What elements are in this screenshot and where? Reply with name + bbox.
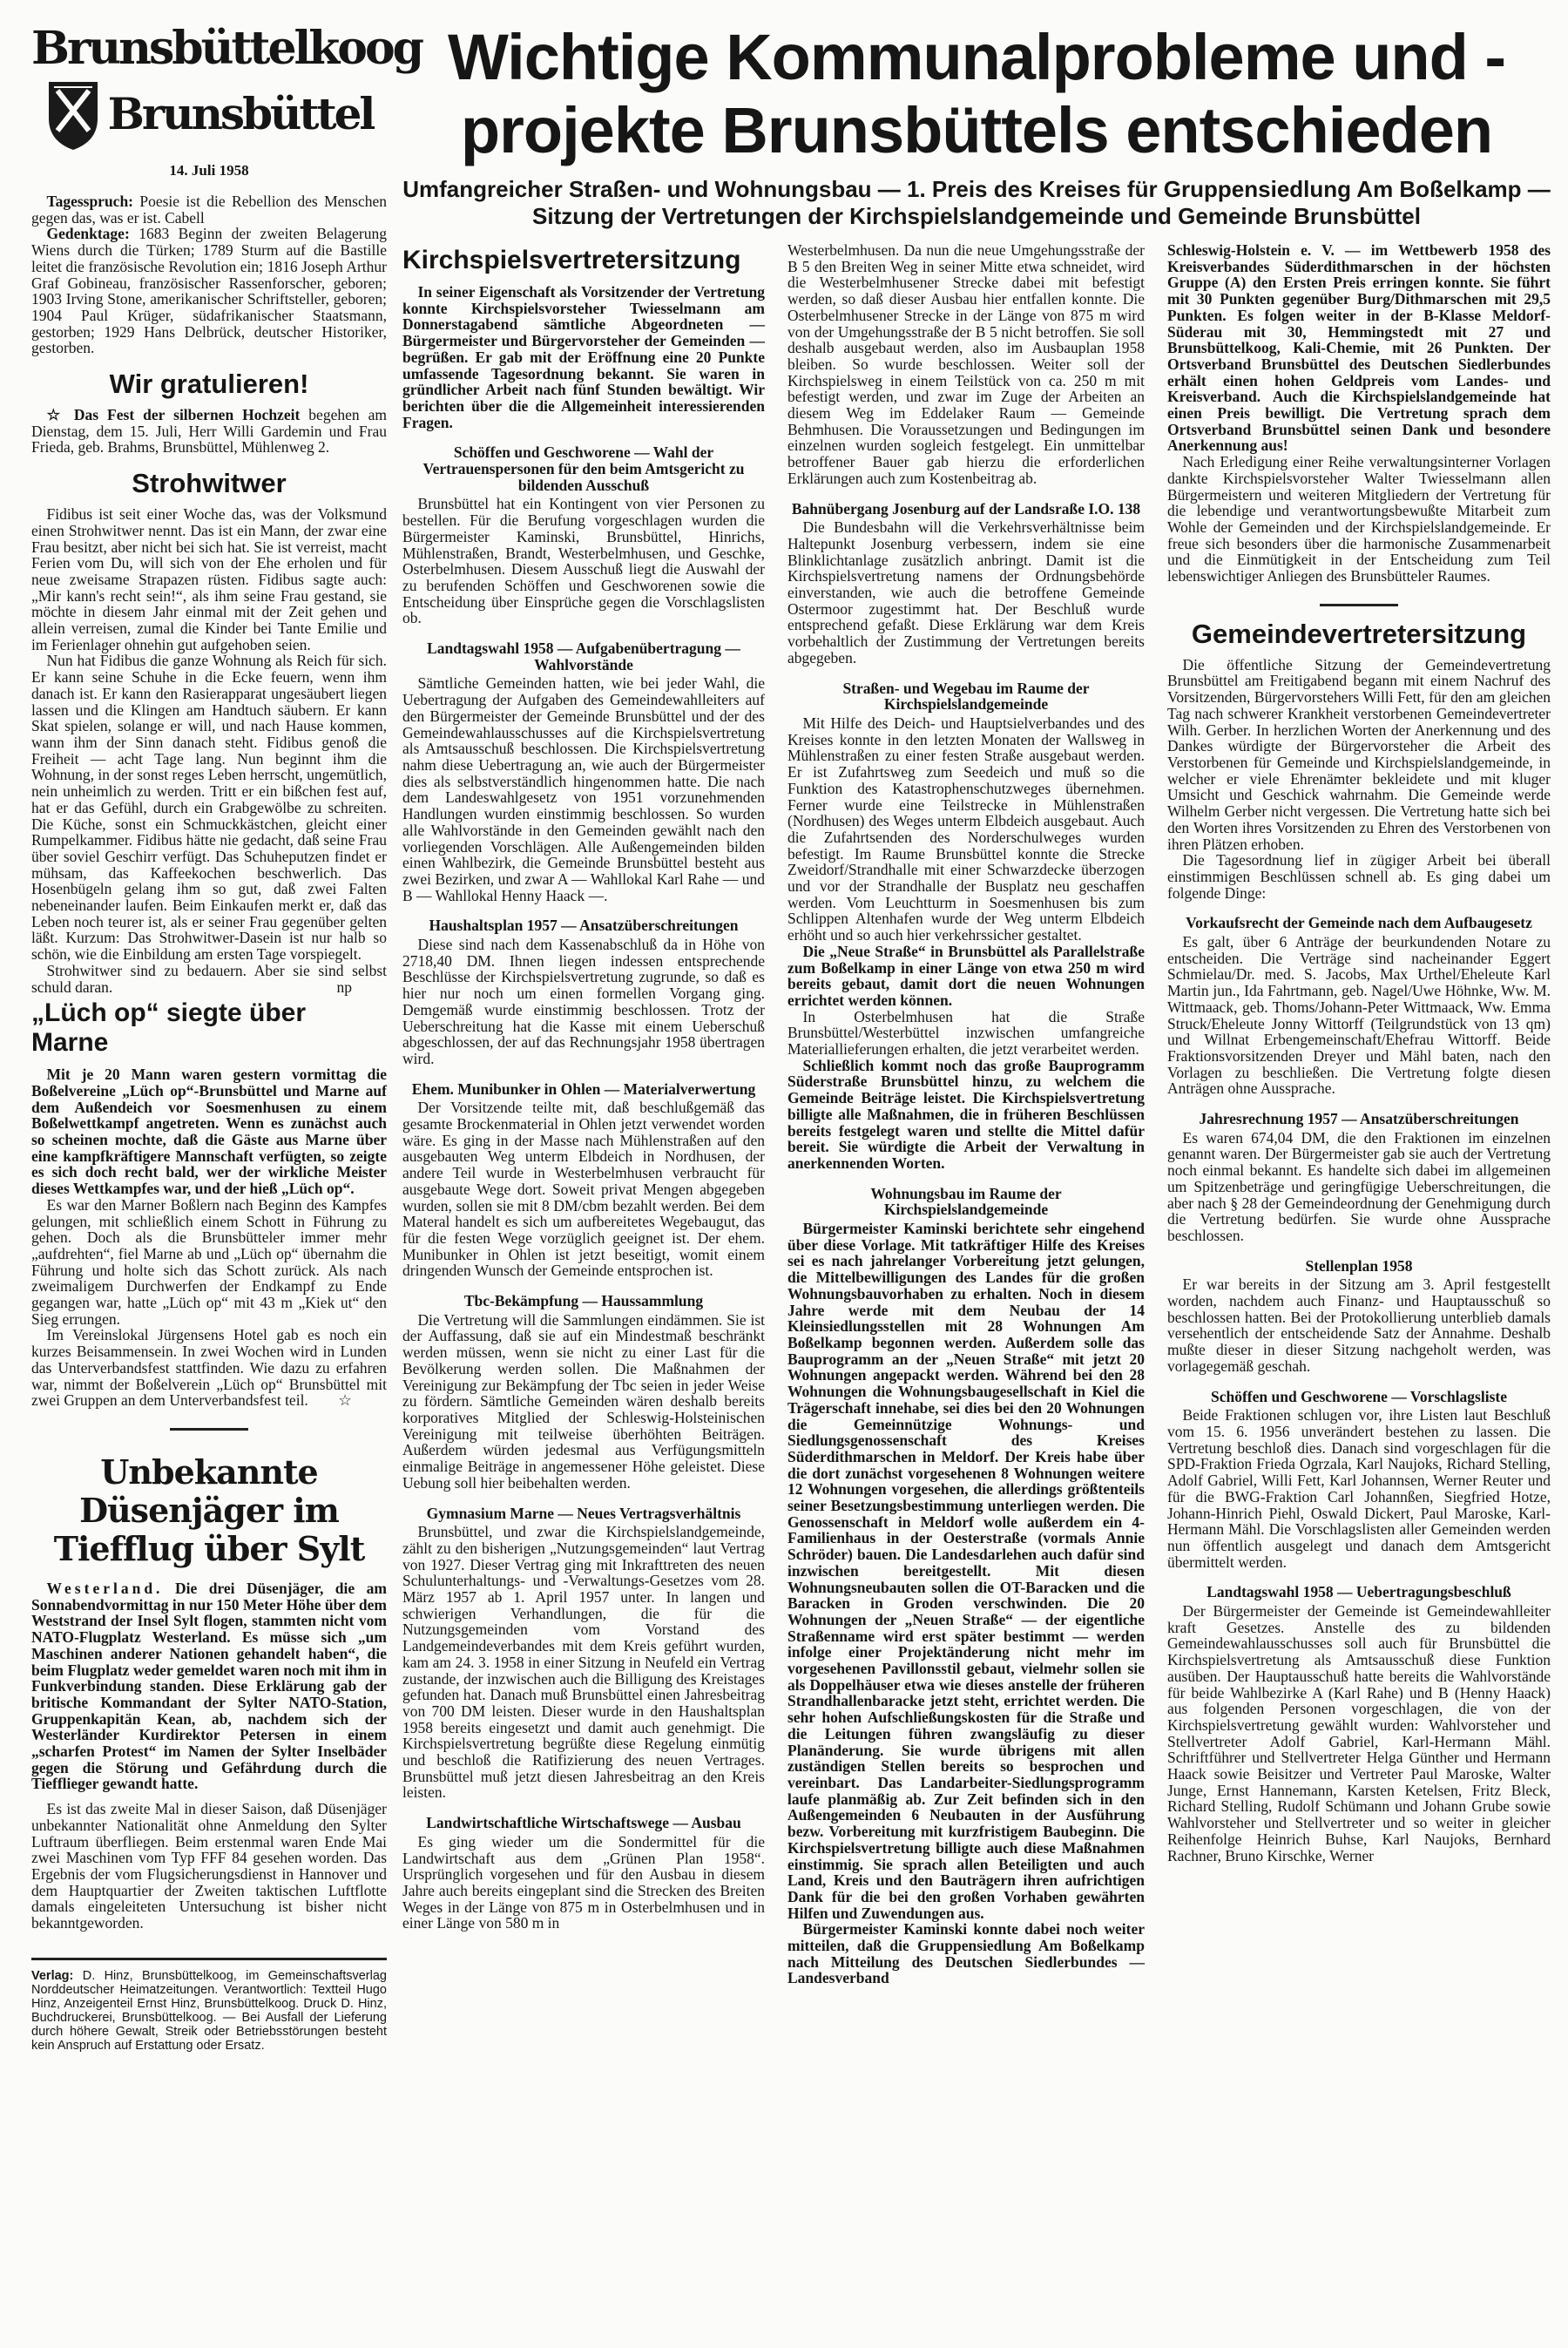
subheading bbox=[402, 1506, 765, 1522]
bold-paragraph bbox=[787, 1221, 1145, 1921]
block-text: Beide Fraktionen schlugen vor, ihre Listen laut Beschluß vom 15. 6. 1956 unverändert bestehen zu lassen. Die Vertretung beschloß dies. Danach sind vorgeschlagen für die SPD-Fraktion Frieda Ogrzala, Karl Naujoks, Richard Stelling, Adolf Gabriel, Willi Fett, Karl Johannsen, Werner Reuter und für die BWG-Fraktion Carl Johannßen, Siegfried Hotze, Johann-Hinrich Piehl, Oswald Dickert, Paul Maroske, Karl-Hermann Mähl. Die Vorschlagslisten aller Gemeinden werden nun öffentlich ausgelegt und danach dem Amtsgericht übermittelt werden. bbox=[1167, 1406, 1551, 1571]
block-text: Strohwitwer bbox=[132, 468, 287, 499]
paragraph bbox=[1167, 1276, 1551, 1374]
paragraph bbox=[1167, 1603, 1551, 1864]
section-heading bbox=[31, 369, 387, 400]
bold-paragraph bbox=[402, 284, 765, 430]
subheading bbox=[1167, 915, 1551, 931]
paragraph bbox=[402, 675, 765, 903]
block-text: Im Vereinslokal Jürgensens Hotel gab es noch ein kurzes Beisammensein. In zwei Wochen wird in Lunden das Unterverbandsfest stattfinden. Wie dazu zu erfahren war, nimmt der Boßelverein „Lüch op“ Brunsbüttel mit zwei Gruppen an dem Unterverbandsfest teil. bbox=[31, 1326, 387, 1410]
block-text: Stellenplan 1958 bbox=[1305, 1256, 1413, 1275]
block-text: Es war den Marner Boßlern nach Beginn des Kampfes gelungen, mit schließlich einem Schott in Führung zu gehen. Doch als die Brunsbütteler immer mehr „aufdrehten“, fiel Marne ab und „Lüch op“ übernahm die Führung und holte sich das Schott zurück. Als nach zweimaligem Durchwerfen der Endkampf zu Ende gegangen war, hatte „Lüch op“ mit 43 m „Kiek ut“ den Sieg errungen. bbox=[31, 1195, 387, 1328]
block-text: Wir gratulieren! bbox=[109, 369, 309, 400]
block-text: 1683 Beginn der zweiten Belagerung Wiens durch die Türken; 1789 Sturm auf die Bastille leitet die französische Revolution ein; 1816 Joseph Arthur Graf Gobineau, französischer Rassenforscher, geboren; 1903 Irving Stone, amerikanischer Schriftsteller, geboren; 1904 Paul Krüger, südafrikanischer Staatsmann, gestorben; 1929 Hans Delbrück, deutscher Historiker, gestorben. bbox=[31, 225, 387, 357]
block-text: Die drei Düsenjäger, die am Sonnabendvormittag in nur 150 Meter Höhe über dem Weststrand der Insel Sylt flogen, stammten nicht vom NATO-Flugplatz Westerland. Es müsse sich „um Maschinen anderer Nationen gehandelt haben“, die beim Flugplatz weder gemeldet waren noch mit ihm in Funkverbindung standen. Diese Erklärung gab der britische Kommandant der Sylter NATO-Station, Gruppenkapitän Kean, ab, nachdem sich der Westerländer Kurdirektor Petersen in einem „scharfen Protest“ im Namen der Sylter Inselbäder gegen die Störung und Gefährdung durch die Tiefflieger gewandt hatte. bbox=[31, 1580, 387, 1793]
section-heading bbox=[402, 246, 765, 275]
block-text: Mit je 20 Mann waren gestern vormittag die Boßelvereine „Lüch op“-Brunsbüttel und Marne auf dem Außendeich vor Soesmenhusen zu einem Boßelwettkampf angetreten. Wenn es zunächst auch so scheinen mochte, daß die Gäste aus Marne über eine kampfkräftigere Mannschaft verfügten, so zeigte es sich doch recht bald, wer der wirkliche Meister dieses Wettkampfes war, und der hieß „Lüch op“. bbox=[31, 1066, 387, 1198]
block-text: Kirchspielsvertretersitzung bbox=[402, 246, 741, 274]
publisher-imprint bbox=[31, 1969, 387, 2053]
subheading bbox=[402, 1081, 765, 1098]
paragraph bbox=[402, 496, 765, 626]
block-text: Die Vertretung will die Sammlungen eindämmen. Sie ist der Auffassung, daß sie auf ein Mindestmaß beschränkt werden müssen, wenn sie nicht zu einer Last für die Bevölkerung werden sollen. Die Maßnahmen der Vereinigung zur Bekämpfung der Tbc seien in jeder Weise zu fördern. Sämtliche Gemeinden wären deshalb bereits korporatives Mitglied der Schleswig-Holsteinischen Vereinigung mit teilweise überhöhten Beiträgen. Außerdem würden jedesmal aus Verfügungsmitteln einmalige Beiträge in angemessener Höhe geleistet. Diese Uebung soll hier beibehalten werden. bbox=[402, 1310, 765, 1492]
block-text: Die öffentliche Sitzung der Gemeindevertretung Brunsbüttel am Freitigabend begann mit einem Nachruf des Vorsitzenden, Bürgervorstehers Willi Fett, für den am gleichen Tag nach schwerer Krankheit verstorbenen Gemeindevertreter Wilh. Gerber. In herzlichen Worten der Anerkennung und des Dankes würdigte der Bürgervorsteher die Arbeit des Verstorbenen für Gemeinde und Kirchspielslandgemeinde, in welcher er viele Ehrenämter bekleidete und mit kluger Umsicht und Geschick wahrnahm. Die Gemeinde werde Wilhelm Gerber nicht vergessen. Die Vertretung hatte sich bei den Worten ihres Vorsitzenden zu Ehren des Verstorbenen von ihren Plätzen erhoben. bbox=[1167, 655, 1551, 853]
block-text: Die „Neue Straße“ in Brunsbüttel als Parallelstraße zum Boßelkamp in einer Länge von etwa 250 m wird bereits gebaut, damit dort die neuen Wohnungen errichtet werden können. bbox=[787, 942, 1145, 1009]
block-text: Mit Hilfe des Deich- und Hauptsielverbandes und des Kreises konnte in den letzten Monaten der Wallsweg in Mühlenstraßen zu einer festen Straße ausgebaut werden. Er ist Zufahrtsweg zum Seedeich und muß so die Funktion des Katastrophenschutzweges übernehmen. Ferner wurde eine Teilstrecke in Mühlenstraßen (Nordhusen) des Weges unterm Elbdeich ausgebaut. Auch die Zufahrtsenden des Norderschulweges wurden befestigt. Im Raume Brunsbüttel konnte die Strecke Zweidorf/Strandhalle mit einer Schwarzdecke überzogen und vor der Strandhalle der Busplatz neu geschaffen werden. Vom Leuchtturm in Soesmenhusen bis zum Schlippen Altenhafen wurde der Weg unterm Elbdeich erhöht und so auch hier verkehrssicher gestaltet. bbox=[787, 714, 1145, 944]
block-text: Er war bereits in der Sitzung am 3. April festgestellt worden, nachdem auch Finanz- und Hauptausschuß so beschlossen hatten. Bei der Protokollierung unterblieb damals versehentlich der entscheidende Satz der Annahme. Deshalb mußte dieser in dieser Sitzung nachgeholt werden, was vorlagegemäß geschah. bbox=[1167, 1275, 1551, 1375]
bold-paragraph bbox=[787, 1921, 1145, 1986]
block-text: Vorkaufsrecht der Gemeinde nach dem Aufbaugesetz bbox=[1186, 914, 1532, 932]
bold-paragraph bbox=[787, 1058, 1145, 1172]
issue-date: 14. Juli 1958 bbox=[169, 162, 249, 179]
block-text: In seiner Eigenschaft als Vorsitzender der Vertretung konnte Kirchspielsvorsteher Twiesselmann am Donnerstagabend sämtliche Abgeordneten — Bürgermeister und Bürgervorsteher der Gemeinden — begrüßen. Er gab mit der Eröffnung eine 20 Punkte umfassende Tagesordnung bekannt. Sie waren in gründlicher Arbeit nach fünf Stunden bewältigt. Wir berichten über die die Allgemeinheit interessierenden Fragen. bbox=[402, 283, 765, 431]
section-heading bbox=[1167, 619, 1551, 650]
lead-in: Tagesspruch: bbox=[46, 193, 134, 210]
block-text: Diese sind nach dem Kassenabschluß da in Höhe von 2718,40 DM. Ihnen liegen indessen entsprechende Beschlüsse der Kirchspielsvertretung zugrunde, so daß es hier nur noch um einen formellen Vorgang ging. Demgemäß wurde einstimmig beschlossen. Trotz der Ueberschreitung hat die Kasse mit einem Ueberschuß abgeschlossen, der auf das Rechnungsjahr 1958 übertragen wird. bbox=[402, 936, 765, 1067]
block-text: Schleswig-Holstein e. V. — im Wettbewerb 1958 des Kreisverbandes Süderdithmarschen in der höchsten Gruppe (A) den Ersten Preis erringen konnte. Sie führt mit 30 Punkten gegenüber Burg/Dithmarschen mit 29,5 Punkten. Es folgen weiter in der B-Klasse Meldorf-Süderau mit 30, Hemmingstedt mit 27 und Brunsbüttelkoog, Kali-Chemie, mit 26 Punkten. Der Ortsverband Brunsbüttel des Deutschen Siedlerbundes erhält einen hohen Geldpreis vom Landes- und Kreisverband. Auch die Kirchspielslandgemeinde hat einen Preis bewilligt. Die Vertretung sprach dem Ortsverband Brunsbüttel seinen Dank und besondere Anerkennung aus! bbox=[1167, 241, 1551, 455]
block-text: Wohnungsbau im Raume der Kirchspielslandgemeinde bbox=[870, 1184, 1062, 1219]
column-2 bbox=[402, 242, 765, 1932]
subheading bbox=[1167, 1584, 1551, 1600]
author-signature: ☆ bbox=[338, 1391, 352, 1410]
block-text: Bürgermeister Kaminski konnte dabei noch weiter mitteilen, daß die Gruppensiedlung Am Boßelkamp nach Mitteilung des Deutschen Siedlerbundes — Landesverband bbox=[787, 1920, 1145, 1987]
block-text: Bürgermeister Kaminski berichtete sehr eingehend über diese Vorlage. Mit tatkräftiger Hilfe des Kreises sei es nach jahrelanger Vorbereitung jetzt gelungen, die Mittelbewilligungen des Landes für die großen Wohnungsbauvorhaben zu erhalten. Noch in diesem Jahre werde mit dem Neubau der 14 Kleinsiedlungsstellen mit 28 Wohnungen Am Boßelkamp begonnen werden. Außerdem solle das Bauprogramm an der „Neuen Straße“ mit jetzt 20 Wohnungen angepackt werden. Während bei den 28 Wohnungen die Wohnungsbaugesellschaft in Kiel die Trägerschaft innehabe, sei dies bei den 20 Wohnungen die Gemeinnützige Wohnungs- und Siedlungsgenossenschaft des Kreises Süderdithmarschen in Meldorf. Der Kreis habe über die dort zunächst vorgesehenen 8 Wohnungen weitere 12 Wohnungen vorgesehen, die allerdings größtenteils seiner Besetzungsbestimmung unterliegen werden. Die Genossenschaft in Meldorf wolle außerdem ein 4-Familienhaus in der Oesterstraße (vormals Annie Schröder) bauen. Die Landesdarlehen auch dafür sind inzwischen bereitgestellt. Mit diesen Wohnungsneubauten sollen die OT-Baracken und die Baracken in Groden verschwinden. Die 20 Wohnungen der „Neuen Straße“ — der eigentliche Straßenname wird erst später bestimmt — werden infolge einer Projektänderung nicht mehr im vorgesehenen Pavillonsstil gebaut, vielmehr sollen sie als Doppelhäuser etwa wie dieses anstelle der früheren Strandhallenbaracke jetzt steht, errichtet werden. Die sehr hohen Aufschließungskosten für die Straße und die Leitungen führen zwangsläufig zu dieser Planänderung. Sie wurde übrigens mit allen zuständigen Stellen bereits so besprochen und vereinbart. Das Landarbeiter-Siedlungsprogramm laufe planmäßig ab. Zur Zeit befinden sich in den Außengemeinden 6 Neubauten in der Ausführung bezw. Vorbereitung mit kurzfristigem Baubeginn. Die Kirchspielsvertretung billigte auch diese Maßnahmen einstimmig. Sie sprach allen Beteiligten und auch Land, Kreis und den Bauträgern ihren aufrichtigen Dank für die bei den großen Vorhaben gewährten Hilfen und Zuwendungen aus. bbox=[787, 1220, 1145, 1922]
block-text: Bahnübergang Josenburg auf der Landsraße I.O. 138 bbox=[791, 499, 1141, 518]
divider bbox=[31, 1958, 387, 1960]
paragraph bbox=[402, 1524, 765, 1801]
masthead-row bbox=[31, 77, 387, 152]
block-text: Sämtliche Gemeinden hatten, wie bei jeder Wahl, die Uebertragung der Aufgaben des Gemeindewahlleiters auf den Bürgermeister der Gemeinde Brunsbüttel und der des Gemeindewahlausschusses auf die Kirchspielsvertretung als Amtsausschuß beschlossen. Die Kirchspielsvertretung nahm diese Uebertragung an, wie auch der Bürgermeister dies als selbstverständlich hingenommen hatte. Die nach dem Landeswahlgesetz von 1951 vorzunehmenden Handlungen wurden einstimmig beschlossen. So wurden alle Wahlvorstände in den Gemeinden gewählt nach den vorliegenden Vorschlägen. Alle Außengemeinden bilden einen Wahlbezirk, die Gemeinde Brunsbüttel besteht aus zwei Bezirken, und zwar A — Wahllokal Karl Rahe — und B — Wahllokal Henny Haack —. bbox=[402, 674, 765, 904]
left-column-area bbox=[31, 21, 422, 2053]
block-text: Ehem. Munibunker in Ohlen — Materialverwertung bbox=[411, 1079, 756, 1098]
paragraph bbox=[31, 193, 387, 226]
main-headline: Wichtige Kommunalprobleme und -projekte Brunsbüttels entschieden bbox=[447, 21, 1506, 166]
column-4 bbox=[1167, 242, 1551, 1864]
subheading bbox=[402, 917, 765, 934]
subheading bbox=[1167, 1258, 1551, 1275]
lead-in: ☆ Das Fest der silbernen Hochzeit bbox=[46, 406, 301, 424]
lead-in: Westerland. bbox=[46, 1580, 164, 1597]
block-text: Brunsbüttel hat ein Kontingent von vier Personen zu bestellen. Für die Berufung vorgeschlagen wurden die Bürgermeister Kaminski, Brunsbüttel, Hinrichs, Mühlenstraßen, Brandt, Westerbelmhusen, und Geschke, Osterbelmhusen. Diesem Ausschuß liegt die Auswahl der zu berufenden Schöffen und Geschworenen sowie die Entscheidung über Einsprüche gegen die Vorschlagslisten ob. bbox=[402, 495, 765, 627]
subheading bbox=[1167, 1111, 1551, 1127]
block-text: Der Vorsitzende teilte mit, daß beschlußgemäß das gesamte Brockenmaterial in Ohlen jetzt verwendet worden wäre. Es ging in der Masse nach Mühlenstraßen auf den ausgebauten Weg unterm Elbdeich in Nordhusen, der andere Teil wurde in Westerbelmhusen verbraucht für ausgebaute Wege dort. Soweit privat Mengen abgegeben wurden, sollen sie mit 8 DM/cbm bezahlt werden. Bei dem Materal handelt es sich um aufbereitetes Wegebaugut, das für die festen Wege vorzüglich geeignet ist. Der ehem. Munibunker in Ohlen ist jetzt beseitigt, womit einem dringenden Wunsch der Gemeinde entsprochen ist. bbox=[402, 1099, 765, 1280]
paragraph bbox=[787, 1009, 1145, 1058]
masthead-title-brunsbuettelkoog: Brunsbüttelkoog bbox=[31, 22, 422, 75]
paragraph bbox=[31, 407, 387, 456]
paragraph bbox=[31, 653, 387, 962]
block-text: Schöffen und Geschworene — Vorschlagsliste bbox=[1211, 1387, 1507, 1405]
paragraph bbox=[1167, 657, 1551, 852]
paragraph bbox=[1167, 1130, 1551, 1244]
block-text: Es waren 674,04 DM, die den Fraktionen im einzelnen genannt waren. Der Bürgermeister gab sie auch der Vertretung noch einmal bekannt. Es handelte sich dabei im allgemeinen um Spitzenbeträge und geringfügige Ueberschreitungen, die aber nach § 28 der Gemeindeordnung der Genehmigung durch die Vertretung bedürfen. Sie wurde ohne Aussprache beschlossen. bbox=[1167, 1128, 1551, 1244]
author-signature: np bbox=[336, 978, 352, 996]
paragraph bbox=[787, 519, 1145, 666]
block-text: Tbc-Bekämpfung — Haussammlung bbox=[463, 1292, 704, 1310]
subheading bbox=[787, 1186, 1145, 1218]
paragraph bbox=[31, 1197, 387, 1328]
block-text: Haushaltsplan 1957 — Ansatzüberschreitungen bbox=[429, 917, 739, 935]
divider bbox=[170, 1428, 248, 1431]
subheading bbox=[402, 1293, 765, 1309]
paragraph bbox=[31, 1801, 387, 1932]
block-text: Die Tagesordnung lief in zügiger Arbeit bei überall einstimmigen Beschlüssen schnell ab. Es ging dabei um folgende Dinge: bbox=[1167, 851, 1551, 902]
paragraph bbox=[31, 963, 387, 995]
paragraph bbox=[31, 1327, 387, 1409]
lead-in: Gedenktage: bbox=[46, 225, 130, 243]
divider bbox=[1320, 604, 1398, 606]
block-text: Straßen- und Wegebau im Raume der Kirchspielslandgemeinde bbox=[842, 679, 1090, 714]
block-text: Jahresrechnung 1957 — Ansatzüberschreitungen bbox=[1199, 1110, 1519, 1128]
block-text: Unbekannte Düsenjäger im Tiefflug über Sylt bbox=[53, 1452, 365, 1568]
block-text: Es ging wieder um die Sondermittel für die Landwirtschaft aus dem „Grünen Plan 1958“. Ursprünglich vorgesehen und für den Ausbau in diesem Jahre auch bereits eingeplant sind die Strecken des Breiten Weges in der Länge von 875 m in Osterbelmhusen und in einer Länge von 580 m in bbox=[402, 1832, 765, 1932]
paragraph bbox=[402, 1312, 765, 1492]
article-headline bbox=[31, 1453, 387, 1568]
paragraph bbox=[1167, 454, 1551, 585]
bold-paragraph bbox=[31, 1066, 387, 1197]
block-text: Landtagswahl 1958 — Aufgabenübertragung — Wahlvorstände bbox=[427, 639, 740, 673]
subheading bbox=[1167, 1389, 1551, 1405]
coat-of-arms-icon bbox=[45, 77, 101, 152]
block-text: D. Hinz, Brunsbüttelkoog, im Gemeinschaftsverlag Norddeutscher Heimatzeitungen. Verantwortlich: Textteil Hugo Hinz, Anzeigenteil Ernst Hinz, Brunsbüttelkoog. Druck D. Hinz, Buchdruckerei, Brunsbüttelkoog. — Bei Ausfall der Lieferung durch höhere Gewalt, Streik oder Betriebsstörungen besteht kein Anspruch auf Erstattung oder Ersatz. bbox=[31, 1968, 387, 2053]
block-text: In Osterbelmhusen hat die Straße Brunsbüttel/Westerbüttel inzwischen umfangreiche Materiallieferungen erhalten, die jetzt verarbeitet werden. bbox=[787, 1007, 1145, 1059]
paragraph bbox=[402, 1100, 765, 1279]
block-text: Nun hat Fidibus die ganze Wohnung als Reich für sich. Er kann seine Schuhe in die Ecke feuern, wenn ihm danach ist. Er kann den Rasierapparat ungesäubert liegen lassen und die Klingen am Handtuch säubern. Er kann Skat spielen, solange er will, und nach Hause kommen, wann ihm der Sinn danach steht. Fidibus genoß die Freiheit — acht Tage lang. Nun beginnt ihm die Wohnung, in der sonst reges Leben herrscht, ungemütlich, nein unheimlich zu werden. Tritt er ein bißchen fest auf, hat er das Gefühl, durch ein Grabgewölbe zu schreiten. Die Küche, sonst ein Schmuckkästchen, gleicht einer Rumpelkammer. Fidibus hätte nie gedacht, daß seine Frau über soviel Geschirr verfügt. Das Schuheputzen findet er mühsam, das Kaffeekochen beschwerlich. Das Hosenbügeln gelang ihm so gut, daß zwei Falten nebeneinander laufen. Beim Einkaufen merkt er, daß das Leben noch teurer ist, als er seiner Frau gegenüber gelten läßt. Kurzum: Das Strohwitwer-Dasein ist nur halb so schön, wie die Einbildung am ersten Tage vorspiegelt. bbox=[31, 652, 387, 964]
masthead-title-brunsbuettel: Brunsbüttel bbox=[107, 88, 374, 139]
headline-subtitle: Umfangreicher Straßen- und Wohnungsbau — 1. Preis des Kreises für Gruppensiedlung Am Boßelkamp — Sitzung der Vertretungen der Kirchspielslandgemeinde und Gemeinde Brunsbüttel bbox=[402, 176, 1551, 229]
block-text: Westerbelmhusen. Da nun die neue Umgehungsstraße der B 5 den Breiten Weg in seiner Mitte etwa schneidet, wird die Westerbelmhusener Strecke dabei mit befestigt werden, so daß dieser Ausbau hier entfallen konnte. Die Osterbelmhusener Strecke in der Länge von 875 m wird von der Umgehungsstraße der B 5 nicht betroffen. Sie soll deshalb ausgebaut werden, also im Ausbauplan 1958 bleiben. So wurde beschlossen. Weiter soll der Kirchspielsweg in einem Teilstück von ca. 250 m mit befestigt werden, und zwar im Zuge der Arbeiten an diesem Weg im Eddelaker Raum — Gemeinde Behmhusen. Die Voraussetzungen und Bedingungen im einzelnen wurden sogleich festgelegt. Ein unmittelbar betroffener Bauer gab hierzu die erforderlichen Erklärungen auch zum Kostenbeitrag ab. bbox=[787, 241, 1145, 487]
story-columns bbox=[402, 242, 1551, 1986]
block-text: Brunsbüttel, und zwar die Kirchspielslandgemeinde, zählt zu den bisherigen „Nutzungsgemeinden“ laut Vertrag von 1927. Dieser Vertrag ging mit Inkrafttreten des neuen Schulunterhaltungs- und -Verwaltungs-Gesetzes vom 28. März 1957 ab 1. April 1957 unter. In langen und schwierigen Verhandlungen, die für die Nutzungsgemeinden vom Vorstand des Landgemeindeverbandes mit dem Kreis geführt wurden, kam am 24. 3. 1958 in einer Sitzung in Neufeld ein Vertrag zustande, der inzwischen auch die Billigung des Kreistages gefunden hat. Danach muß Brunsbüttel einen Jahresbeitrag von 700 DM leisten. Dieser wurde in den Haushaltsplan 1958 bereits eingesetzt und damit auch genehmigt. Die Kirchspielsvertretung begrüßte diese Regelung einmütig und beschloß die Ratifizierung des neuen Vertrages. Brunsbüttel muß jetzt diesen Jahresbeitrag an den Kreis leisten. bbox=[402, 1523, 765, 1802]
paragraph bbox=[31, 226, 387, 356]
block-text: Nach Erledigung einer Reihe verwaltungsinterner Vorlagen dankte Kirchspielsvorsteher Walter Twiesselmann allen Bürgermeistern und weiteren Mitgliedern der Vertretung für die lebendige und verantwortungsbewußte Mitarbeit zum Wohle der Gemeinden und der Kirchspielslandgemeinde. Er freue sich besonders über die harmonische Zusammenarbeit und die Einmütigkeit in der Entscheidung zum Teil lebenswichtiger Anliegen des Brunsbütteler Raumes. bbox=[1167, 453, 1551, 585]
block-text: Schließlich kommt noch das große Bauprogramm Süderstraße Brunsbüttel hinzu, zu welchem die Gemeinde Beiträge leistet. Die Kirchspielsvertretung billigte alle Maßnahmen, die in früheren Beschlüssen bereits festgelegt waren und stellte die Mittel dafür bereit. Sie würdigte die Arbeit der Verwaltung in anerkennenden Worten. bbox=[787, 1056, 1145, 1172]
subheading bbox=[402, 640, 765, 673]
block-text: Es galt, über 6 Anträge der beurkundenden Notare zu entscheiden. Die Verträge sind nacheinander Eggert Schmielau/Dr. med. S. Jacobs, Max Urthel/Eheleute Karl Martin jun., Ida Fahrtmann, geb. Nagel/Uwe Höhnke, Ww. M. Wittmaack, geb. Thoms/Johann-Peter Wittmaack, Ww. Emma Struck/Eheleute Jonny Wittorff (Teilgrundstück von 13 qm) und Willnat Erbengemeinschaft/Ehefrau Wittorff. Beide Fraktionsvorsitzenden Dreyer und Mähl baten, nach den Vorlagen zu beschließen. Die Vertretung folgte diesen Anträgen ohne Aussprache. bbox=[1167, 933, 1551, 1098]
block-text: Gemeindevertretersitzung bbox=[1191, 618, 1527, 649]
paragraph bbox=[1167, 852, 1551, 901]
bold-paragraph bbox=[1167, 242, 1551, 454]
bold-paragraph bbox=[31, 1580, 387, 1792]
subheading bbox=[402, 444, 765, 493]
block-text: Fidibus ist seit einer Woche das, was der Volksmund einen Strohwitwer nennt. Das ist ein Mann, der zwar eine Frau besitzt, aber nicht bei sich hat. Sie ist verreist, macht Ferien vom Du, will sich von der Ehe erholen und für neue zweisame Strapazen rüsten. Fidibus sagte auch: „Mir kann's recht sein!“, als ihm seine Frau gestand, sie möchte in diesem Jahr einmal mit der Zeit gehen und allein verreisen, zumal die Kinder bei Tante Emilie und im Ferienlager ohnehin gut aufgehoben seien. bbox=[31, 505, 387, 653]
block-text: Gymnasium Marne — Neues Vertragsverhältnis bbox=[426, 1504, 741, 1522]
block-text: Strohwitwer sind zu bedauern. Aber sie sind selbst schuld daran. bbox=[31, 961, 387, 996]
column-1 bbox=[31, 162, 387, 2053]
block-text: „Lüch op“ siegte über Marne bbox=[31, 998, 307, 1058]
subheading bbox=[787, 501, 1145, 518]
block-text: Landtagswahl 1958 — Uebertragungsbeschluß bbox=[1206, 1583, 1511, 1601]
block-text: Der Bürgermeister der Gemeinde ist Gemeindewahlleiter kraft Gesetzes. Anstelle des zu bildenden Gemeindewahlausschusses soll auch für Brunsbüttel die Kirchspielsvertretung als Amtsausschuß diese Funktion ausüben. Der Hauptausschuß hatte bereits die Wahlvorstände für beide Wahlbezirke A (Karl Rahe) und B (Henny Haack) aus folgenden Personen vorgeschlagen, die von der Kirchspielsvertretung gewählt wurden: Wahlvorsteher und Stellvertreter Adolf Gabriel, Karl-Hermann Mähl. Schriftführer und Stellvertreter Helga Günther und Hermann Haack sowie Beisitzer und Vertreter Paul Maroske, Walter Junge, Ernst Hannemann, Karsten Ketelsen, Fritz Bleck, Richard Stelling, Rudolf Schümann und Johann Grube sowie Wahlvorsteher und Stellvertreter und so weiter in gleicher Reihenfolge Heinrich Buhse, Karl Naujoks, Bernhard Rachner, Bruno Kirschke, Werner bbox=[1167, 1602, 1551, 1864]
block-text: Poesie ist die Rebellion des Menschen gegen das, was er ist. Cabell bbox=[31, 193, 388, 227]
lead-in: Verlag: bbox=[31, 1968, 74, 1983]
block-text: Schöffen und Geschworene — Wahl der Vertrauenspersonen für den beim Amtsgericht zu bildenden Ausschuß bbox=[422, 443, 745, 494]
block-text: Landwirtschaftliche Wirtschaftswege — Ausbau bbox=[426, 1814, 741, 1832]
paragraph bbox=[787, 715, 1145, 944]
paragraph bbox=[1167, 934, 1551, 1097]
paragraph bbox=[402, 937, 765, 1067]
block-text: Die Bundesbahn will die Verkehrsverhältnisse beim Haltepunkt Josenburg verbessern, indem sie eine Blinklichtanlage zusätzlich anbringt. Damit ist die Kirchspielsvertretung namens der Ordnungsbehörde einverstanden, wie auch die betroffene Gemeinde Ostermoor zugestimmt hat. Der Beschluß wurde entsprechend gefaßt. Diese Erklärung war dem Kreis vorbehaltlich der Zustimmung der Vertretungen bereits abgegeben. bbox=[787, 518, 1145, 667]
subheading bbox=[787, 680, 1145, 713]
block-text: begehen am Dienstag, dem 15. Juli, Herr Willi Gardemin und Frau Frieda, geb. Brahms, Brunsbüttel, Mühlenweg 2. bbox=[31, 406, 387, 457]
paragraph bbox=[787, 242, 1145, 487]
block-text: Es ist das zweite Mal in dieser Saison, daß Düsenjäger unbekannter Nationalität ohne Anmeldung den Sylter Luftraum überfliegen. Beim erstenmal waren Ende Mai zwei Maschinen vom Typ FFF 84 gesehen worden. Das Ergebnis der vom Flugsicherungsdienst in Hannover und dem Hauptquartier der Zweiten taktischen Luftflotte damals eingeleiteten Untersuchung ist bisher nicht bekanntgeworden. bbox=[31, 1800, 387, 1932]
paragraph bbox=[1167, 1407, 1551, 1570]
paragraph bbox=[31, 506, 387, 653]
column-3 bbox=[787, 242, 1145, 1986]
paragraph bbox=[402, 1834, 765, 1932]
subheading bbox=[402, 1815, 765, 1831]
bold-paragraph bbox=[787, 944, 1145, 1009]
section-heading bbox=[31, 998, 387, 1058]
main-story-area bbox=[402, 21, 1551, 1986]
section-heading bbox=[31, 468, 387, 499]
masthead bbox=[31, 21, 422, 152]
